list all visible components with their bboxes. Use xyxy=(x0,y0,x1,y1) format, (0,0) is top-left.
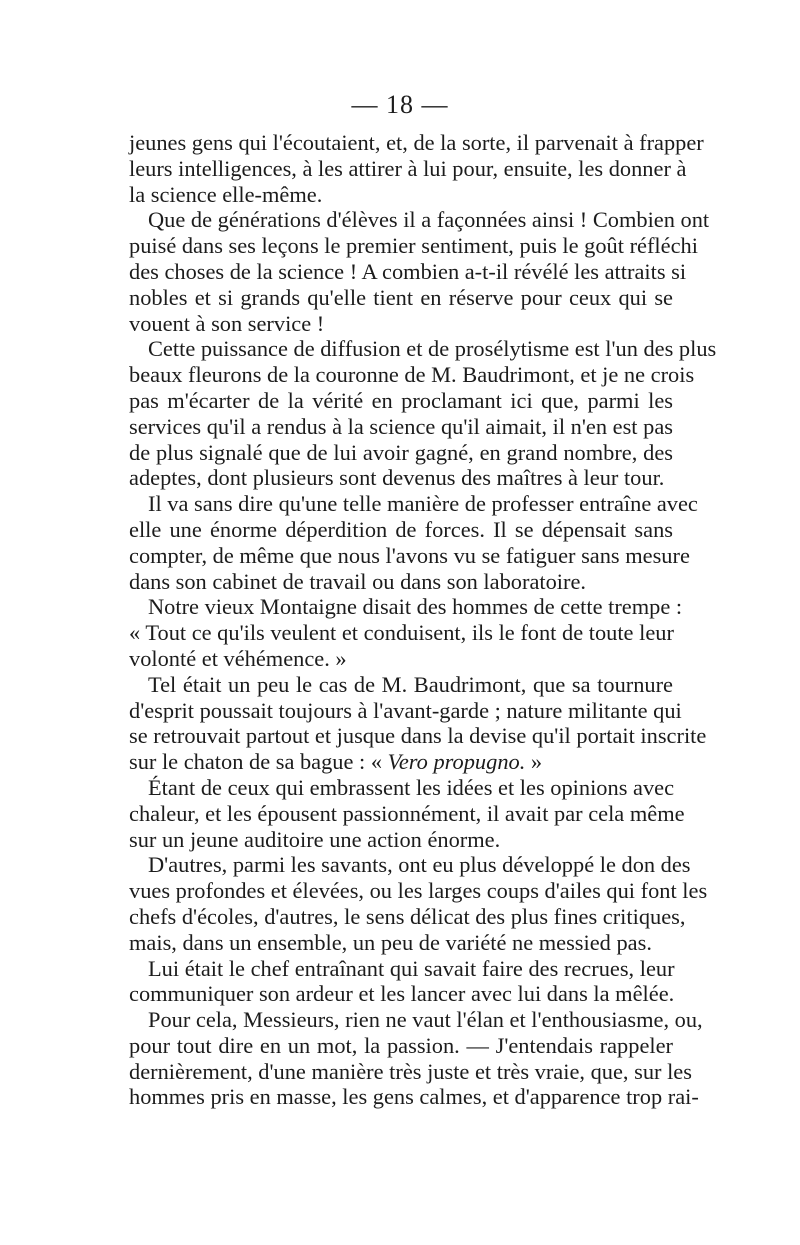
text-line: jeunes gens qui l'écoutaient, et, de la sorte, il parvenait à frapper xyxy=(129,130,704,155)
paragraph-2 xyxy=(129,207,710,336)
text-line: services qu'il a rendus à la science qu'il aimait, il n'en est pas xyxy=(129,413,673,439)
text-line: Notre vieux Montaigne disait des hommes de cette trempe : xyxy=(148,594,683,620)
text-line: dernièrement, d'une manière très juste et très vraie, que, sur les xyxy=(129,1058,692,1084)
text-line: Cette puissance de diffusion et de prosélytisme est l'un des plus xyxy=(148,336,717,362)
text-line: puisé dans ses leçons le premier sentiment, puis le goût réfléchi xyxy=(129,233,698,259)
paragraph-5 xyxy=(129,594,683,671)
text-line: beaux fleurons de la couronne de M. Baudrimont, et je ne crois xyxy=(129,362,695,388)
paragraph-7 xyxy=(129,774,685,852)
text-line: elle une énorme déperdition de forces. Il se dépensait sans xyxy=(129,516,673,542)
text-line: Lui était le chef entraînant qui savait faire des recrues, leur xyxy=(148,955,675,981)
text-line: leurs intelligences, à les attirer à lui pour, ensuite, les donner à xyxy=(129,155,687,181)
text-line: dans son cabinet de travail ou dans son laboratoire. xyxy=(129,568,587,594)
body-text xyxy=(129,130,717,1110)
motto-close-quote: » xyxy=(525,749,543,775)
text-line: pas m'écarter de la vérité en proclamant ici que, parmi les xyxy=(129,387,673,413)
paragraph-1 xyxy=(129,130,704,207)
text-line: vouent à son service ! xyxy=(129,310,325,336)
paragraph-6 xyxy=(129,671,707,775)
paragraph-8 xyxy=(129,852,708,955)
text-line: la science elle-même. xyxy=(129,181,323,207)
text-line: Étant de ceux qui embrassent les idées et les opinions avec xyxy=(148,774,675,800)
paragraph-10 xyxy=(129,1007,703,1110)
text-line: volonté et véhémence. » xyxy=(129,645,347,671)
text-line: chefs d'écoles, d'autres, le sens délicat des plus fines critiques, xyxy=(129,903,686,929)
text-line: Il va sans dire qu'une telle manière de professer entraîne avec xyxy=(148,491,698,517)
text-line: sur un jeune auditoire une action énorme. xyxy=(129,826,501,852)
paragraph-4 xyxy=(129,491,698,594)
text-line: Pour cela, Messieurs, rien ne vaut l'élan et l'enthousiasme, ou, xyxy=(148,1007,703,1033)
text-line: se retrouvait partout et jusque dans la devise qu'il portait inscrite xyxy=(129,723,707,749)
paragraph-3 xyxy=(129,336,717,491)
motto-lead-text: sur le chaton de sa bague : « xyxy=(129,749,388,775)
text-line: Que de générations d'élèves il a façonnées ainsi ! Combien ont xyxy=(148,207,710,233)
text-line: Tel était un peu le cas de M. Baudrimont, que sa tournure xyxy=(148,671,673,697)
text-line: pour tout dire en un mot, la passion. — J'entendais rappeler xyxy=(129,1032,673,1058)
text-line: de plus signalé que de lui avoir gagné, en grand nombre, des xyxy=(129,439,673,465)
motto-line xyxy=(129,749,673,775)
text-line: hommes pris en masse, les gens calmes, et d'apparence trop rai- xyxy=(129,1084,699,1110)
text-line: des choses de la science ! A combien a-t-il révélé les attraits si xyxy=(129,258,687,284)
text-line: chaleur, et les épousent passionnément, il avait par cela même xyxy=(129,800,685,826)
text-line: adeptes, dont plusieurs sont devenus des maîtres à leur tour. xyxy=(129,465,665,491)
motto-italic: Vero propugno. xyxy=(387,749,526,775)
text-line: compter, de même que nous l'avons vu se fatiguer sans mesure xyxy=(129,542,690,568)
text-line: mais, dans un ensemble, un peu de variété ne messied pas. xyxy=(129,929,652,955)
text-line: nobles et si grands qu'elle tient en réserve pour ceux qui se xyxy=(129,284,673,310)
text-line: communiquer son ardeur et les lancer avec lui dans la mêlée. xyxy=(129,981,675,1007)
page-number: — 18 — xyxy=(351,90,449,119)
text-line: vues profondes et élevées, ou les larges coups d'ailes qui font les xyxy=(129,878,708,904)
text-line: d'esprit poussait toujours à l'avant-garde ; nature militante qui xyxy=(129,697,682,723)
text-line: « Tout ce qu'ils veulent et conduisent, ils le font de toute leur xyxy=(129,620,674,646)
paragraph-9 xyxy=(129,956,673,1008)
text-line: D'autres, parmi les savants, ont eu plus développé le don des xyxy=(148,852,691,878)
